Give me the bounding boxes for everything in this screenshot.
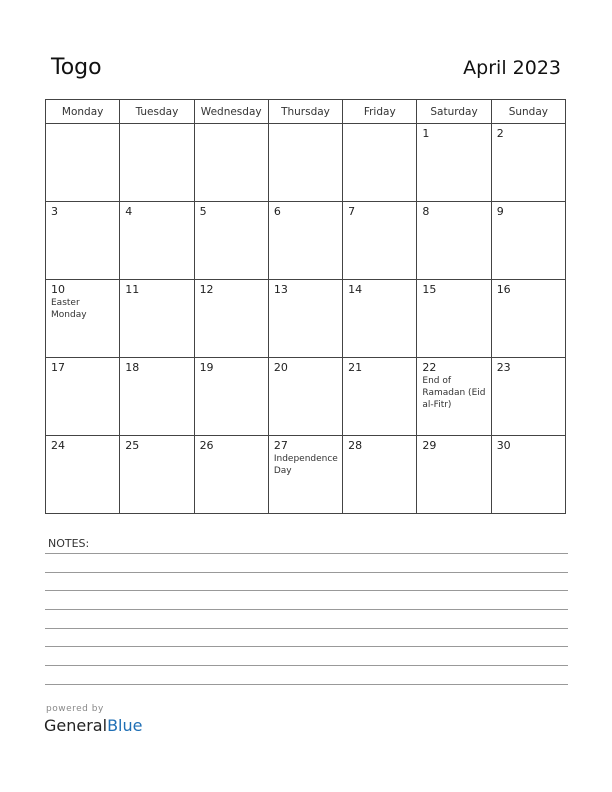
day-cell xyxy=(194,436,268,514)
day-number: 10 xyxy=(51,283,65,296)
weekday-header: Saturday xyxy=(417,100,491,124)
day-number: 21 xyxy=(348,361,363,374)
day-number: 27 xyxy=(273,439,288,452)
day-number: 13 xyxy=(273,283,288,296)
note-line xyxy=(45,684,568,685)
day-cell xyxy=(343,124,417,202)
day-cell xyxy=(120,124,194,202)
brand-general-text: General xyxy=(44,716,108,735)
day-number: 8 xyxy=(422,205,430,218)
day-number: 19 xyxy=(199,361,214,374)
day-number: 11 xyxy=(125,283,140,296)
day-cell xyxy=(491,202,565,280)
note-line xyxy=(45,590,568,591)
day-number: 17 xyxy=(51,361,65,374)
day-number: 5 xyxy=(199,205,207,218)
day-cell xyxy=(491,358,565,436)
day-cell xyxy=(46,280,120,358)
day-number: 14 xyxy=(348,283,363,296)
day-number: 16 xyxy=(496,283,511,296)
day-number: 4 xyxy=(125,205,133,218)
notes-label: NOTES: xyxy=(48,537,90,550)
day-number: 9 xyxy=(496,205,504,218)
week-row xyxy=(46,280,566,358)
day-number: 29 xyxy=(422,439,437,452)
month-year-title: April 2023 xyxy=(463,57,561,79)
calendar-grid xyxy=(45,99,566,514)
day-number: 12 xyxy=(199,283,214,296)
day-number: 2 xyxy=(496,127,504,140)
day-cell xyxy=(268,358,342,436)
day-number xyxy=(195,124,268,127)
day-cell xyxy=(120,202,194,280)
day-number: 25 xyxy=(125,439,140,452)
day-cell xyxy=(343,436,417,514)
day-cell xyxy=(120,436,194,514)
day-cell xyxy=(491,436,565,514)
generalblue-logo[interactable] xyxy=(44,716,142,735)
day-number: 15 xyxy=(422,283,437,296)
day-cell xyxy=(268,436,342,514)
day-number: 28 xyxy=(348,439,363,452)
weekday-header: Tuesday xyxy=(120,100,194,124)
note-line xyxy=(45,609,568,610)
day-number xyxy=(46,124,119,127)
day-number: 7 xyxy=(348,205,356,218)
day-cell xyxy=(46,358,120,436)
weekday-header: Friday xyxy=(343,100,417,124)
day-cell xyxy=(417,436,491,514)
day-cell xyxy=(417,202,491,280)
day-cell xyxy=(417,358,491,436)
day-number xyxy=(269,124,342,127)
week-row xyxy=(46,202,566,280)
day-number: 22 xyxy=(422,361,437,374)
day-cell xyxy=(194,358,268,436)
holiday-label: End of Ramadan (Eid al-Fitr) xyxy=(422,376,486,410)
day-cell xyxy=(268,202,342,280)
day-cell xyxy=(491,124,565,202)
day-cell xyxy=(417,124,491,202)
day-cell xyxy=(343,358,417,436)
day-cell xyxy=(194,202,268,280)
day-number: 3 xyxy=(51,205,58,218)
holiday-label: Independence Day xyxy=(273,454,338,476)
brand-blue-text: Blue xyxy=(107,716,143,735)
note-line xyxy=(45,665,568,666)
week-row xyxy=(46,358,566,436)
weekday-header: Monday xyxy=(46,100,120,124)
note-line xyxy=(45,553,568,554)
weekday-header: Sunday xyxy=(491,100,565,124)
day-number: 24 xyxy=(51,439,65,452)
powered-by-text: powered by xyxy=(46,704,104,714)
day-cell xyxy=(268,280,342,358)
day-cell xyxy=(417,280,491,358)
country-title: Togo xyxy=(51,55,102,80)
week-row xyxy=(46,124,566,202)
day-cell xyxy=(343,202,417,280)
weekday-header: Wednesday xyxy=(194,100,268,124)
day-cell xyxy=(268,124,342,202)
day-number xyxy=(120,124,193,127)
day-cell xyxy=(46,124,120,202)
day-cell xyxy=(46,436,120,514)
day-number xyxy=(343,124,416,127)
day-number: 26 xyxy=(199,439,214,452)
day-cell xyxy=(46,202,120,280)
day-cell xyxy=(194,280,268,358)
week-row xyxy=(46,436,566,514)
day-cell xyxy=(194,124,268,202)
day-number: 1 xyxy=(422,127,430,140)
day-cell xyxy=(120,280,194,358)
day-cell xyxy=(343,280,417,358)
day-number: 23 xyxy=(496,361,511,374)
note-line xyxy=(45,628,568,629)
day-number: 18 xyxy=(125,361,140,374)
weekday-header-row xyxy=(46,100,566,124)
weekday-header: Thursday xyxy=(268,100,342,124)
note-line xyxy=(45,646,568,647)
day-number: 20 xyxy=(273,361,288,374)
holiday-label: Easter Monday xyxy=(51,298,87,320)
day-number: 6 xyxy=(273,205,281,218)
note-line xyxy=(45,572,568,573)
day-cell xyxy=(120,358,194,436)
day-number: 30 xyxy=(496,439,511,452)
day-cell xyxy=(491,280,565,358)
